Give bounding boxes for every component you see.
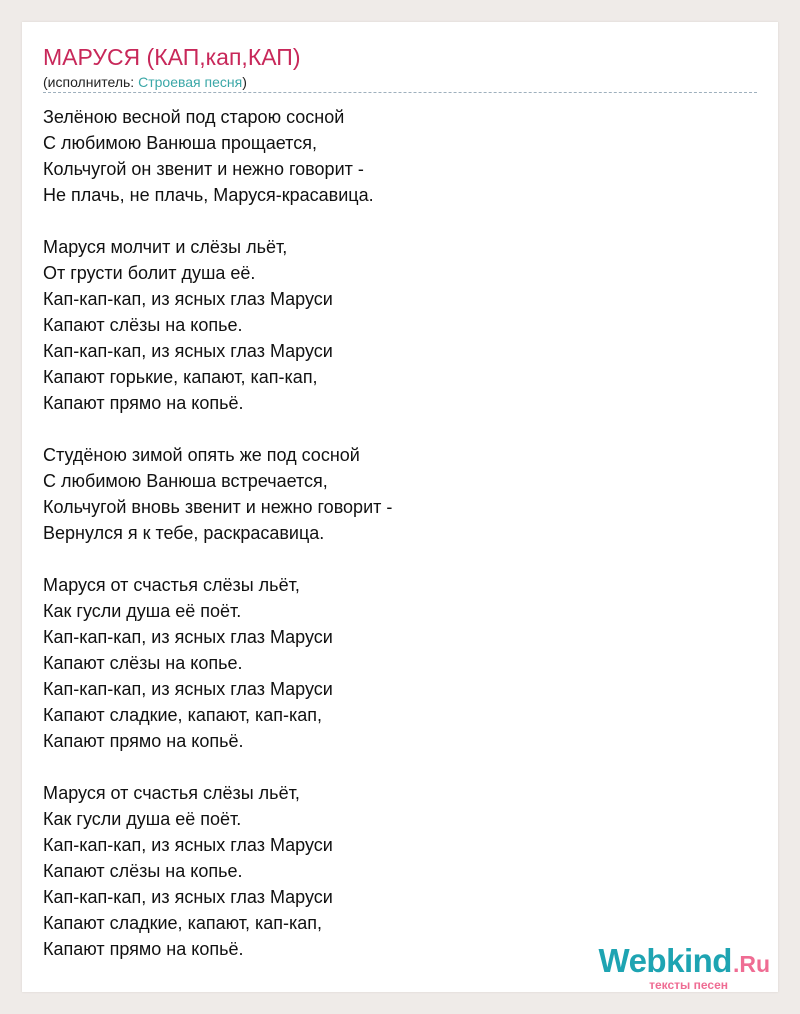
- lyric-line: Кап-кап-кап, из ясных глаз Маруси: [43, 679, 333, 699]
- lyric-line: Капают слёзы на копье.: [43, 861, 243, 881]
- lyric-line: Кап-кап-кап, из ясных глаз Маруси: [43, 627, 333, 647]
- logo-tagline: тексты песен: [649, 978, 728, 992]
- lyric-line: Капают горькие, капают, кап-кап,: [43, 367, 318, 387]
- stanza: [43, 572, 392, 754]
- artist-suffix: ): [242, 74, 247, 90]
- lyric-line: Кольчугой он звенит и нежно говорит -: [43, 159, 364, 179]
- lyric-line: Как гусли душа её поёт.: [43, 809, 242, 829]
- lyric-line: Капают сладкие, капают, кап-кап,: [43, 913, 323, 933]
- lyric-line: Как гусли душа её поёт.: [43, 601, 242, 621]
- logo-wordmark: [599, 944, 770, 978]
- stanza: [43, 780, 392, 962]
- lyric-line: Кап-кап-кап, из ясных глаз Маруси: [43, 289, 333, 309]
- lyric-line: Не плачь, не плачь, Маруся-красавица.: [43, 185, 374, 205]
- lyrics-text: [43, 104, 392, 962]
- artist-prefix: (исполнитель:: [43, 74, 139, 90]
- lyric-line: Капают прямо на копьё.: [43, 939, 244, 959]
- lyric-line: С любимою Ванюша встречается,: [43, 471, 328, 491]
- artist-link[interactable]: Строевая песня: [138, 74, 243, 90]
- stanza: [43, 234, 392, 416]
- divider: [43, 92, 757, 93]
- lyric-line: От грусти болит душа её.: [43, 263, 256, 283]
- lyric-line: Капают слёзы на копье.: [43, 653, 243, 673]
- lyric-line: Кап-кап-кап, из ясных глаз Маруси: [43, 887, 333, 907]
- lyric-line: Капают слёзы на копье.: [43, 315, 243, 335]
- lyric-line: Маруся от счастья слёзы льёт,: [43, 575, 300, 595]
- song-title: МАРУСЯ (КАП,кап,КАП): [43, 44, 301, 70]
- stanza-gap: [43, 416, 392, 442]
- lyric-line: Вернулся я к тебе, раскрасавица.: [43, 523, 325, 543]
- lyric-line: Кап-кап-кап, из ясных глаз Маруси: [43, 835, 333, 855]
- logo-tld: .Ru: [732, 951, 770, 977]
- logo-brand: Webkind: [598, 942, 732, 979]
- lyric-line: Кольчугой вновь звенит и нежно говорит -: [43, 497, 393, 517]
- stanza-gap: [43, 208, 392, 234]
- lyric-line: Капают сладкие, капают, кап-кап,: [43, 705, 323, 725]
- lyric-line: Зелёною весной под старою сосной: [43, 107, 345, 127]
- lyrics-card: [22, 22, 778, 992]
- lyric-line: Маруся от счастья слёзы льёт,: [43, 783, 300, 803]
- artist-line: [43, 73, 247, 91]
- lyric-line: С любимою Ванюша прощается,: [43, 133, 317, 153]
- lyric-line: Кап-кап-кап, из ясных глаз Маруси: [43, 341, 333, 361]
- lyric-line: Студёною зимой опять же под сосной: [43, 445, 360, 465]
- lyric-line: Маруся молчит и слёзы льёт,: [43, 237, 288, 257]
- stanza: [43, 442, 392, 546]
- stanza: [43, 104, 392, 208]
- lyric-line: Капают прямо на копьё.: [43, 731, 244, 751]
- lyric-line: Капают прямо на копьё.: [43, 393, 244, 413]
- site-logo[interactable]: [599, 944, 770, 992]
- stanza-gap: [43, 754, 392, 780]
- stanza-gap: [43, 546, 392, 572]
